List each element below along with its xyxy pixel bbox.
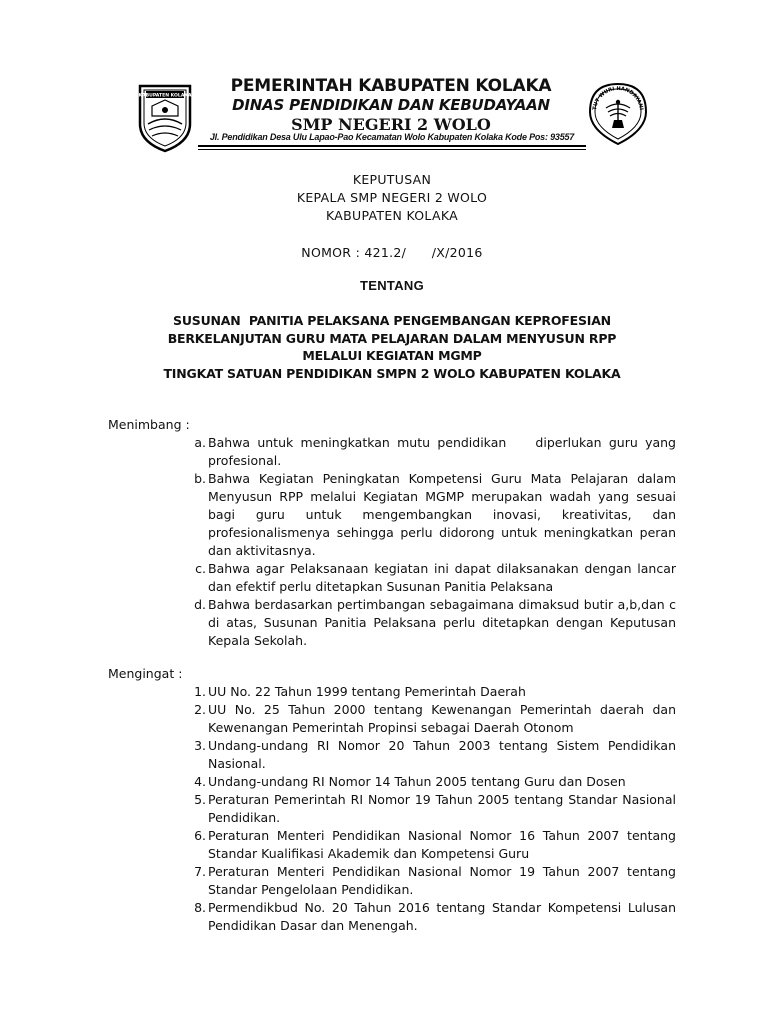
- kabupaten-kolaka-crest-icon: [134, 80, 196, 154]
- decree-subject-line: MELALUI KEGIATAN MGMP: [302, 348, 482, 364]
- list-item: [108, 470, 676, 560]
- list-item-text: Undang-undang RI Nomor 20 Tahun 2003 tentang Sistem Pendidikan Nasional.: [208, 738, 676, 771]
- list-marker: c.: [195, 561, 206, 576]
- decree-about: TENTANG: [360, 278, 424, 293]
- list-item-text: Bahwa agar Pelaksanaan kegiatan ini dapat dilaksanakan dengan lancar dan efektif perlu ditetapkan Susunan Panitia Pelaksana: [208, 561, 676, 594]
- decree-issuer: KEPALA SMP NEGERI 2 WOLO: [296, 190, 488, 205]
- list-item-text: Peraturan Menteri Pendidikan Nasional Nomor 16 Tahun 2007 tentang Standar Kualifikasi Akademik dan Kompetensi Guru: [208, 828, 676, 861]
- list-item: [108, 701, 676, 737]
- letterhead-divider-thin: [198, 149, 586, 150]
- list-item-text: Bahwa berdasarkan pertimbangan sebagaimana dimaksud butir a,b,dan c di atas, Susunan Panitia Pelaksana perlu ditetapkan dengan Keputusan Kepala Sekolah.: [208, 597, 676, 648]
- list-item: [108, 683, 676, 701]
- mengingat-label: Mengingat :: [108, 666, 183, 681]
- list-marker: 6.: [194, 828, 206, 843]
- letterhead: [196, 76, 586, 134]
- tut-wuri-handayani-emblem-icon: [586, 78, 650, 148]
- list-item-text: UU No. 25 Tahun 2000 tentang Kewenangan Pemerintah daerah dan Kewenangan Pemerintah Propinsi sebagai Daerah Otonom: [208, 702, 676, 735]
- list-item: [108, 737, 676, 773]
- list-marker: 7.: [194, 864, 206, 879]
- menimbang-list: [108, 434, 696, 650]
- list-item: [108, 434, 696, 470]
- list-item-text: Undang-undang RI Nomor 14 Tahun 2005 tentang Guru dan Dosen: [208, 774, 626, 789]
- list-marker: a.: [194, 435, 206, 450]
- list-item-text: Bahwa Kegiatan Peningkatan Kompetensi Guru Mata Pelajaran dalam Menyusun RPP melalui Kegiatan MGMP merupakan wadah yang sesuai bagi guru untuk mengembangkan inovasi, kreativitas, dan profesionalismenya sehingga perlu didorong untuk meningkatkan peran dan aktivitasnya.: [208, 471, 676, 558]
- crest-caption: KABUPATEN KOLAKA: [138, 93, 192, 99]
- letterhead-department: DINAS PENDIDIKAN DAN KEBUDAYAAN: [232, 96, 550, 114]
- list-item: [108, 791, 676, 827]
- decree-region: KABUPATEN KOLAKA: [326, 208, 458, 223]
- decree-subject-line: SUSUNAN PANITIA PELAKSANA PENGEMBANGAN KEPROFESIAN: [173, 313, 611, 328]
- list-item-text: Permendikbud No. 20 Tahun 2016 tentang Standar Kompetensi Lulusan Pendidikan Dasar dan Menengah.: [208, 900, 676, 933]
- letterhead-government: PEMERINTAH KABUPATEN KOLAKA: [230, 76, 552, 96]
- mengingat-list: [108, 683, 676, 935]
- letterhead-divider: [198, 145, 586, 147]
- list-marker: 1.: [194, 684, 206, 699]
- decree-heading: [108, 171, 676, 225]
- list-marker: 4.: [194, 774, 206, 789]
- menimbang-label: Menimbang :: [108, 417, 190, 432]
- list-marker: 3.: [194, 738, 206, 753]
- decree-number: NOMOR : 421.2/ /X/2016: [301, 245, 483, 260]
- list-item-text: Peraturan Menteri Pendidikan Nasional Nomor 19 Tahun 2007 tentang Standar Pengelolaan Pendidikan.: [208, 864, 676, 897]
- decree-subject-line: TINGKAT SATUAN PENDIDIKAN SMPN 2 WOLO KABUPATEN KOLAKA: [163, 365, 621, 381]
- list-item: [108, 899, 676, 935]
- list-item-text: Bahwa untuk meningkatkan mutu pendidikan diperlukan guru yang profesional.: [208, 435, 696, 468]
- decree-subject: [108, 312, 676, 382]
- list-item-text: Peraturan Pemerintah RI Nomor 19 Tahun 2005 tentang Standar Nasional Pendidikan.: [208, 792, 676, 825]
- list-item: [108, 863, 676, 899]
- list-marker: 2.: [194, 702, 206, 717]
- list-item: [108, 827, 676, 863]
- list-item-text: UU No. 22 Tahun 1999 tentang Pemerintah Daerah: [208, 684, 526, 699]
- list-item: [108, 596, 676, 650]
- list-marker: 8.: [194, 900, 206, 915]
- decree-title: KEPUTUSAN: [352, 172, 432, 187]
- list-marker: d.: [194, 597, 206, 612]
- letterhead-address: Jl. Pendidikan Desa Ulu Lapao-Pao Kecamatan Wolo Kabupaten Kolaka Kode Pos: 93557: [209, 132, 575, 142]
- list-marker: b.: [194, 471, 206, 486]
- decree-subject-line: BERKELANJUTAN GURU MATA PELAJARAN DALAM MENYUSUN RPP: [167, 330, 617, 346]
- list-marker: 5.: [194, 792, 206, 807]
- list-item: [108, 773, 676, 791]
- letterhead-school: SMP NEGERI 2 WOLO: [291, 115, 491, 134]
- list-item: [108, 560, 676, 596]
- emblem-caption: TUT WURI HANDAYANI: [592, 85, 644, 111]
